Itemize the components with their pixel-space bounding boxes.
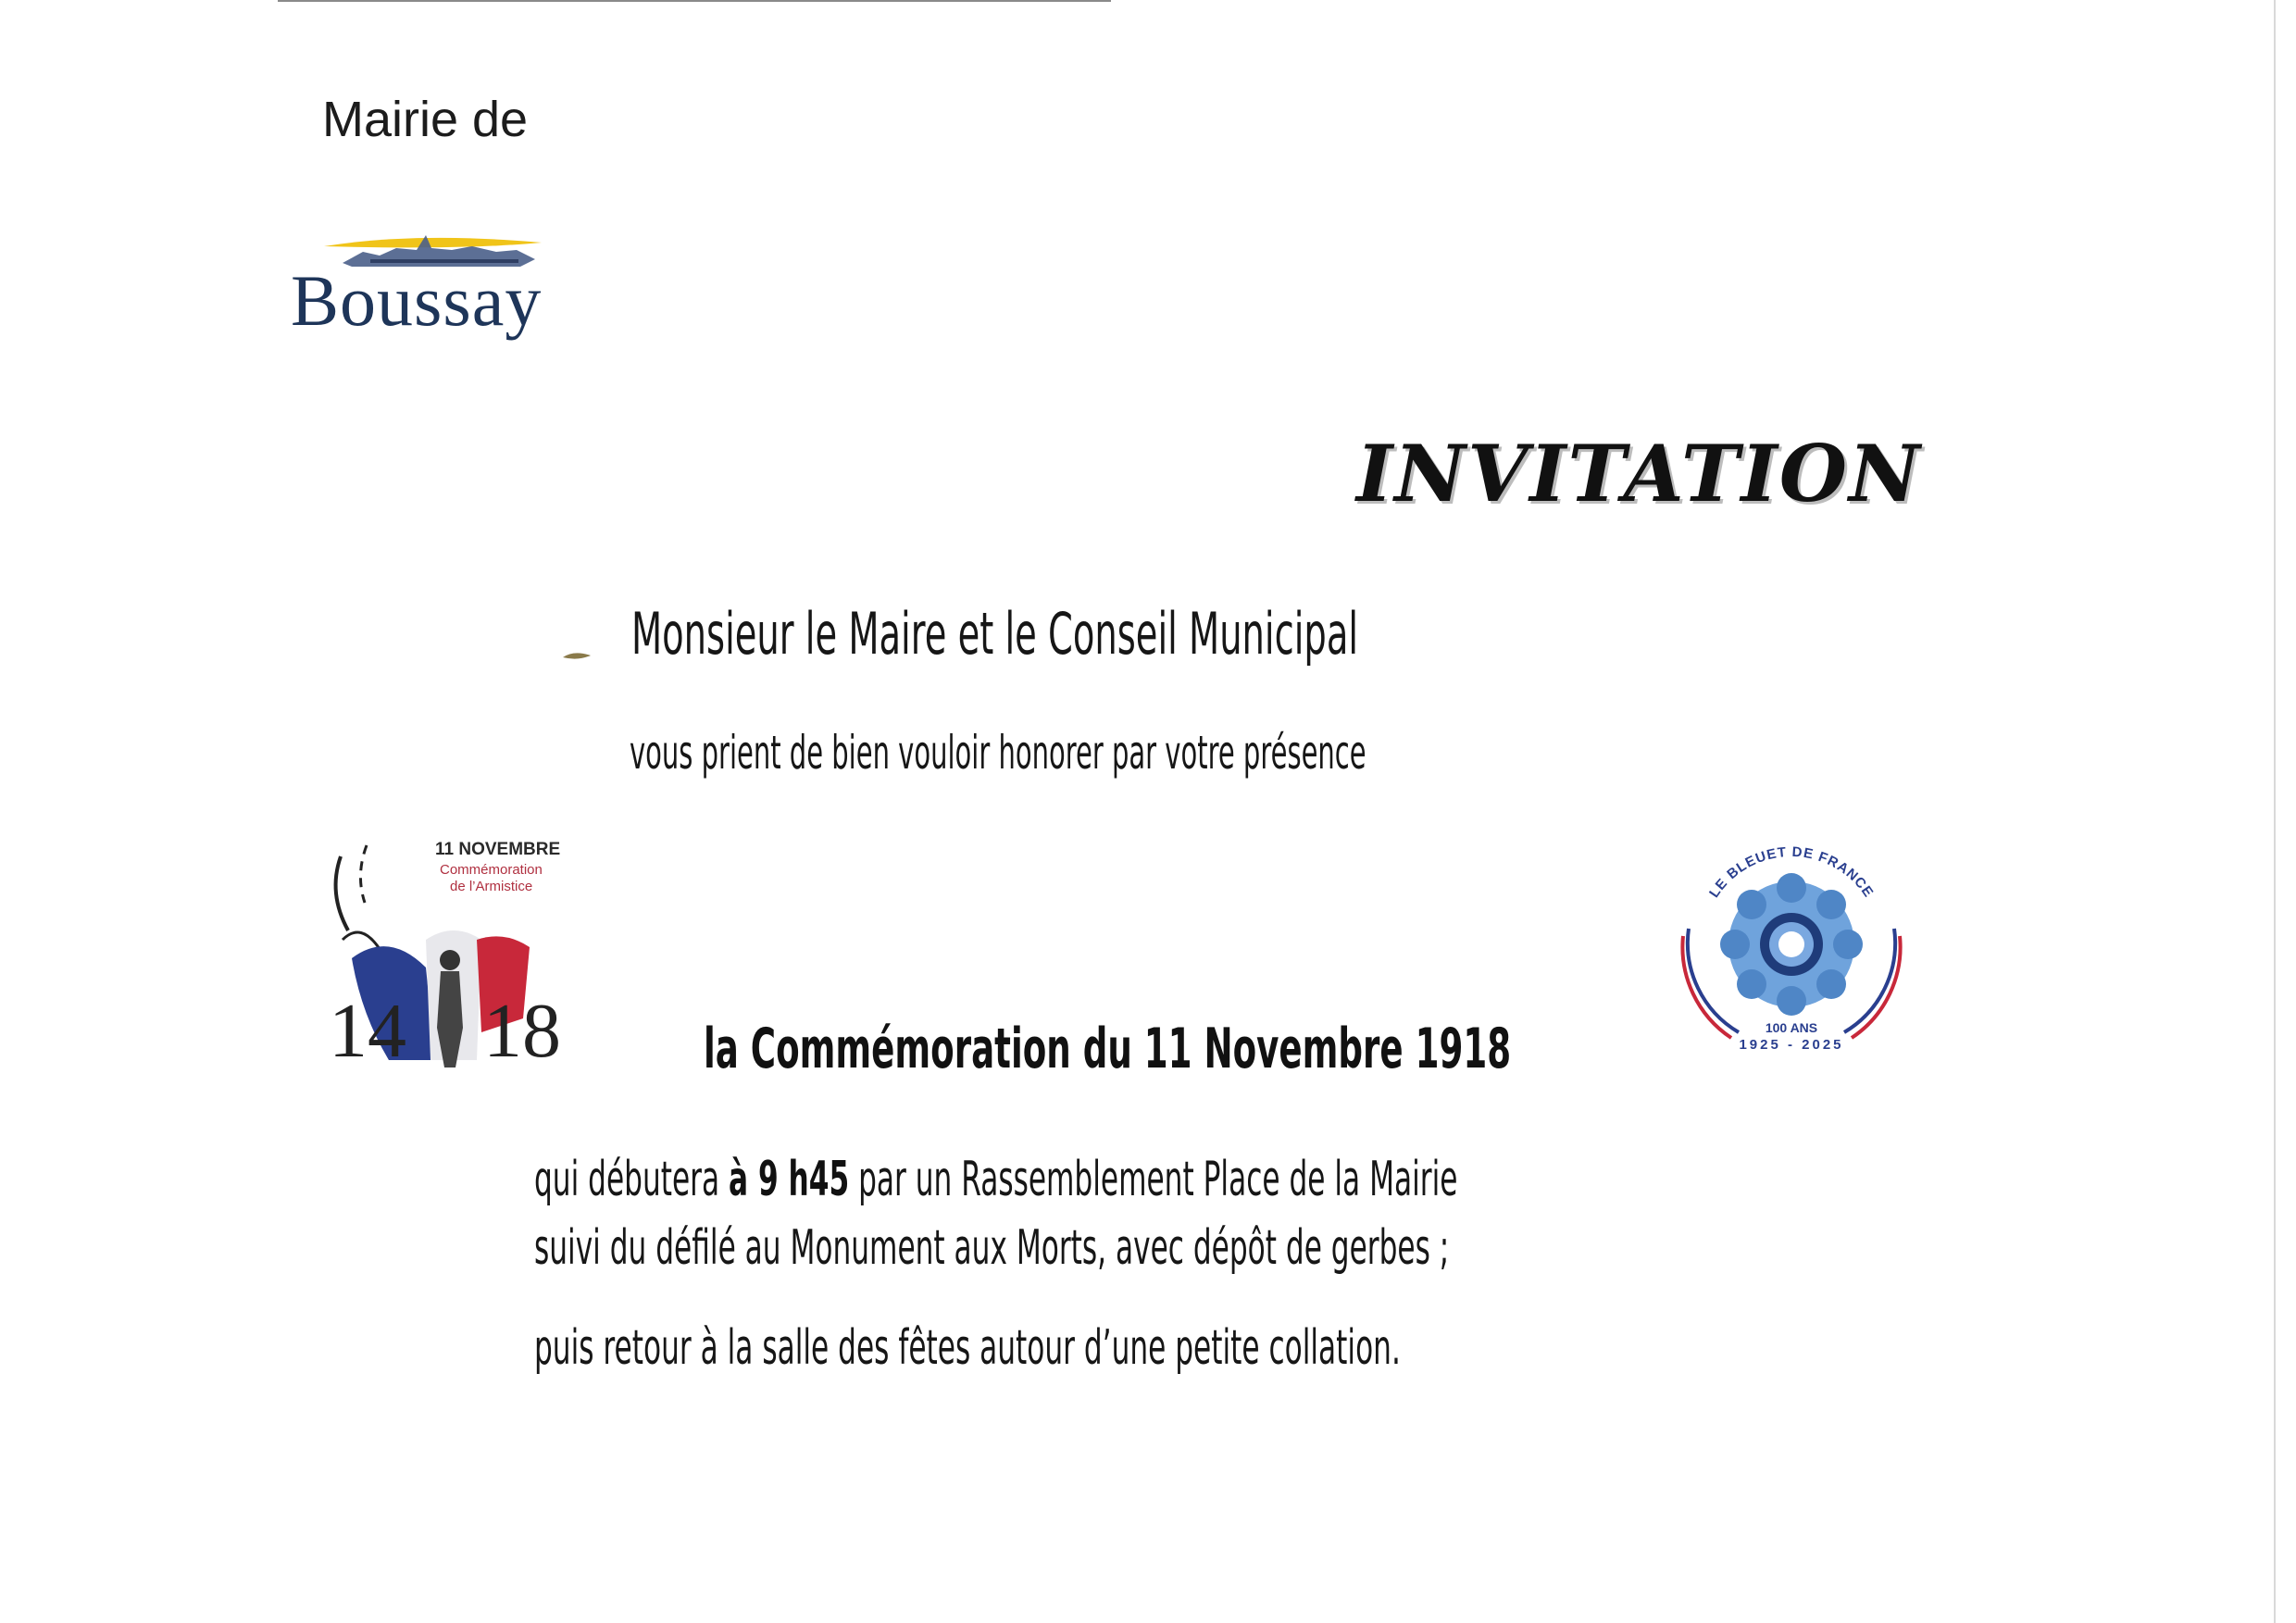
mairie-label: Mairie de — [322, 92, 529, 147]
cornflower-icon — [1674, 827, 1909, 1062]
emblem-date-label: 11 NOVEMBRE — [435, 840, 561, 859]
request-line: vous prient de bien vouloir honorer par votre présence — [630, 726, 1366, 780]
detail-line-3: puis retour à la salle des fêtes autour d’une petite collation. — [534, 1320, 1401, 1376]
bird-mark-icon — [561, 648, 593, 663]
bleuet-emblem — [1674, 827, 1909, 1062]
scan-artifact-top — [278, 0, 1111, 2]
detail-line-2: suivi du défilé au Monument aux Morts, avec dépôt de gerbes ; — [534, 1220, 1450, 1276]
hosts-line: Monsieur le Maire et le Conseil Municipal — [631, 600, 1359, 668]
emblem-title-label: Commémoration — [440, 862, 543, 878]
invitation-title: INVITATION — [1356, 428, 1922, 519]
event-line: la Commémoration du 11 Novembre 1918 — [704, 1017, 1512, 1081]
emblem-year-end: 18 — [483, 988, 561, 1074]
armistice-emblem — [324, 829, 602, 1079]
detail-1-end: par un Rassemblement Place de la Mairie — [849, 1152, 1458, 1207]
detail-1-start: qui débutera — [534, 1152, 730, 1207]
bleuet-arc-label: LE BLEUET DE FRANCE — [1706, 843, 1877, 901]
bleuet-years-label: 1925 - 2025 — [1739, 1037, 1844, 1053]
start-time: à 9 h45 — [729, 1152, 850, 1207]
emblem-year-start: 14 — [329, 988, 406, 1074]
scan-artifact-edge — [2274, 0, 2276, 1623]
emblem-subtitle-label: de l’Armistice — [450, 879, 533, 894]
detail-line-1 — [534, 1152, 1458, 1207]
boussay-wordmark: Boussay — [291, 260, 543, 341]
bleuet-anniversary-label: 100 ANS — [1765, 1020, 1818, 1035]
boussay-logo — [278, 222, 611, 343]
